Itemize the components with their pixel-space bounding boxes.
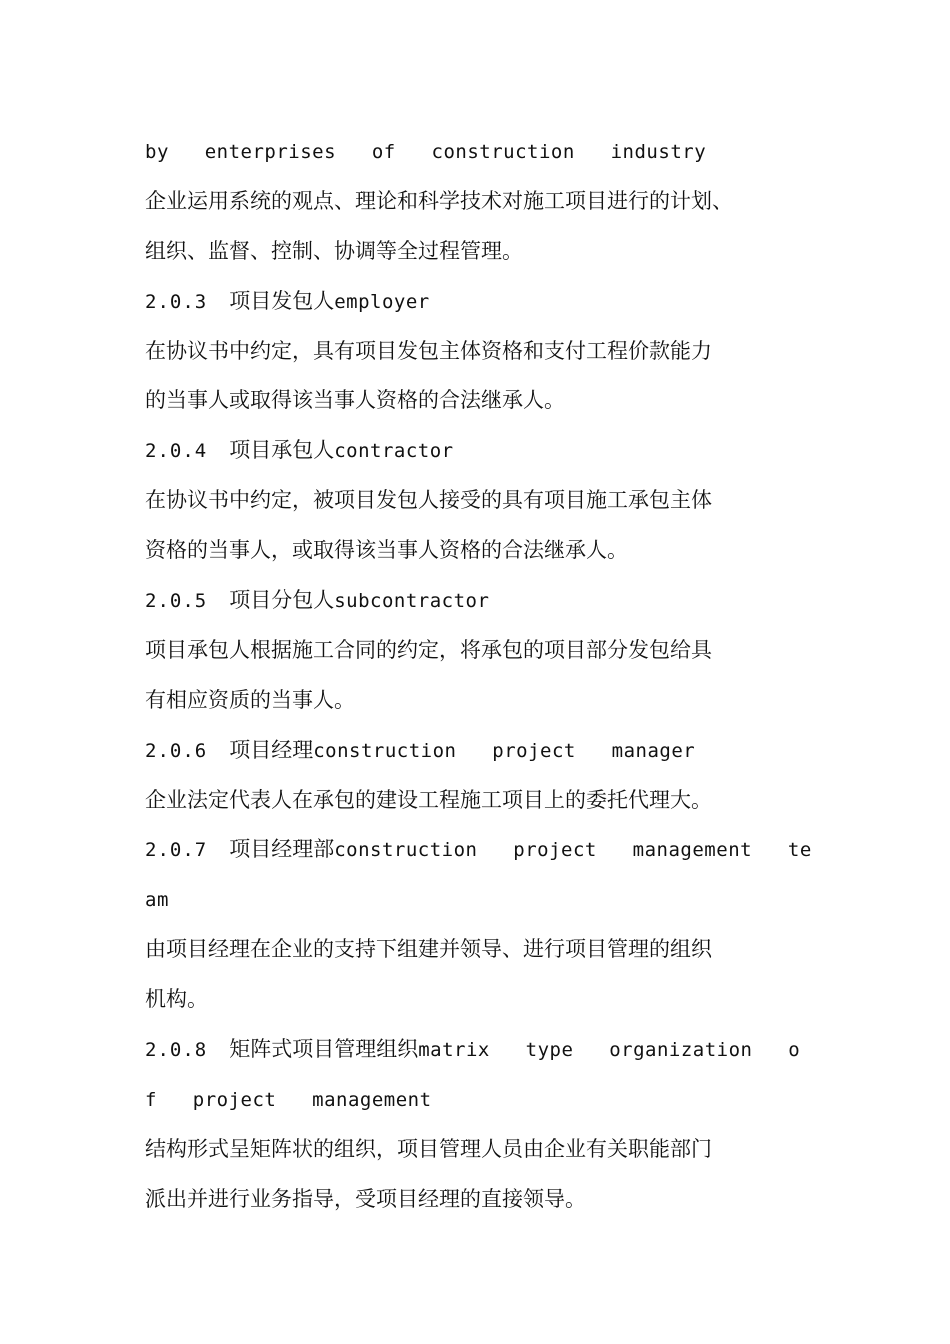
text-line xyxy=(145,526,825,576)
text-line xyxy=(145,1175,825,1225)
section-number: 2.0.6 xyxy=(145,739,208,762)
text-line xyxy=(145,376,825,426)
chinese-term: 项目分包人 xyxy=(229,588,335,613)
text-line xyxy=(145,925,825,975)
english-term: f project management xyxy=(145,1088,432,1111)
text-line xyxy=(145,626,825,676)
term-heading xyxy=(145,726,825,776)
definition-text: 项目承包人根据施工合同的约定，将承包的项目部分发包给具 xyxy=(145,637,712,662)
english-term: construction project manager xyxy=(313,739,696,762)
term-heading xyxy=(145,825,825,875)
text-line xyxy=(145,1125,825,1175)
english-term: subcontractor xyxy=(334,590,490,613)
section-number: 2.0.3 xyxy=(145,290,208,313)
text-line xyxy=(145,776,825,826)
text-line xyxy=(145,875,825,925)
document-page xyxy=(145,127,825,1225)
definition-text: 有相应资质的当事人。 xyxy=(145,687,355,712)
english-term: by enterprises of construction industry xyxy=(145,141,707,163)
english-term: construction project management te xyxy=(334,839,812,862)
chinese-term: 项目承包人 xyxy=(229,438,335,463)
definition-text: 组织、监督、控制、协调等全过程管理。 xyxy=(145,238,523,263)
definition-text: 机构。 xyxy=(145,987,208,1012)
definition-text: 企业法定代表人在承包的建设工程施工项目上的委托代理大。 xyxy=(145,787,712,812)
text-line xyxy=(145,476,825,526)
section-number: 2.0.7 xyxy=(145,839,208,862)
chinese-term: 项目经理 xyxy=(229,737,314,762)
definition-text: 结构形式呈矩阵状的组织，项目管理人员由企业有关职能部门 xyxy=(145,1136,712,1161)
text-line xyxy=(145,975,825,1025)
text-line xyxy=(145,327,825,377)
term-heading xyxy=(145,576,825,626)
english-term: am xyxy=(145,889,169,912)
text-line xyxy=(145,127,825,177)
section-number: 2.0.8 xyxy=(145,1039,208,1062)
text-line xyxy=(145,1075,825,1125)
chinese-term: 项目经理部 xyxy=(229,837,335,862)
definition-text: 在协议书中约定，具有项目发包主体资格和支付工程价款能力 xyxy=(145,338,712,363)
section-number: 2.0.4 xyxy=(145,440,208,463)
term-heading xyxy=(145,1025,825,1075)
definition-text: 派出并进行业务指导，受项目经理的直接领导。 xyxy=(145,1186,586,1211)
chinese-term: 矩阵式项目管理组织 xyxy=(229,1037,419,1062)
text-line xyxy=(145,227,825,277)
english-term: employer xyxy=(334,290,430,313)
section-number: 2.0.5 xyxy=(145,590,208,613)
definition-text: 由项目经理在企业的支持下组建并领导、进行项目管理的组织 xyxy=(145,937,712,962)
definition-text: 资格的当事人，或取得该当事人资格的合法继承人。 xyxy=(145,538,628,563)
term-heading xyxy=(145,277,825,327)
term-heading xyxy=(145,426,825,476)
definition-text: 的当事人或取得该当事人资格的合法继承人。 xyxy=(145,388,565,413)
english-term: matrix type organization o xyxy=(418,1039,801,1062)
definition-text: 在协议书中约定，被项目发包人接受的具有项目施工承包主体 xyxy=(145,488,712,513)
english-term: contractor xyxy=(334,440,454,463)
definition-text: 企业运用系统的观点、理论和科学技术对施工项目进行的计划、 xyxy=(145,188,733,213)
chinese-term: 项目发包人 xyxy=(229,288,335,313)
text-line xyxy=(145,676,825,726)
text-line xyxy=(145,177,825,227)
